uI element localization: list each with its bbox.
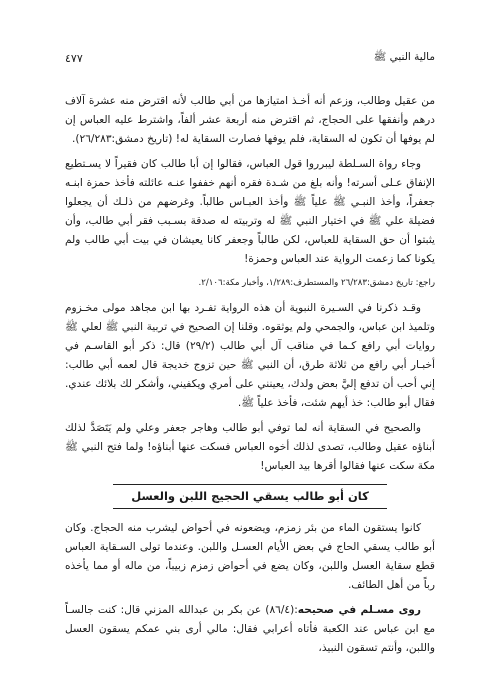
paragraph-zamzam-water: كانوا يستقون الماء من بئر زمزم، ويضعونه في أحواض ليشرب منه الحجاج. وكان أبو طالب يسقي الحاج في بعض الأيام العسـل واللبن. وعندما تولى السـقاية العباس قطع سقاية العسل واللبن، وكان يضع في أحواض زمزم زبيباً، من ماله أو مما يأخذه رباً من أهل الطائف. [65,522,435,591]
narration-text: :(٨٦/٤) عن بكر بن عبدالله المزني قال: كنت جالسـاً مع ابن عباس عند الكعبة فأتاه أعرابي فقال: مالي أرى بني عمكم يسقون العسل واللبن، وأنتم تسقون النبيذ، [65,604,435,654]
narration-lead: روى مسـلم في صحيحه [297,604,421,616]
section-heading: كان أبو طالب يسقي الحجيج اللبن والعسل [113,484,387,509]
paragraph-muslim-narration [65,601,435,658]
paragraph-correct-saqaya: والصحيح في السقاية أنه لما توفي أبو طالب وهاجر جعفر وعلي ولم يَتَصَدَّ لذلك أبناؤه عقيل وطالب، تصدى لذلك أخوه العباس فسكت عنها أبناؤه! ولما فتح النبي ﷺ مكة سكت عنها فقالوا أقرها بيد العباس! [65,422,435,472]
paragraph-sulta-narrators: وجاء رواة السـلطة ليبرروا قول العباس، فقالوا إن أبا طالب كان فقيراً لا يسـتطيع الإنفاق عـلى أسرته! وأنه بلغ من شـدة فقره أنهم خففوا عنـه عائلته فأخذ حمزة ابنـه جعفراً، وأخذ النبـي ﷺ علياً ﷺ وأخذ العبـاس طالباً. وغرضهم من ذلـك أن يجعلوا فضيلة علي ﷺ في اختيار النبي ﷺ له وتربيته له صدقة بسـبب فقر أبي طالب، وأن يثبتوا أن حق السقاية للعباس، لكن طالباً وجعفر كانا يعيشان في بيت أبي طالب ولم يكونا كما زعمت الرواية عند العباس وحمزة! [65,158,435,265]
page-number: ٤٧٧ [65,51,83,65]
paragraph-aqil-talib: من عقيل وطالب، وزعم أنه أخـذ امتيازها من أبي طالب لأنه اقترض منه عشرة آلاف درهم وأنفقها على الحجاج، ثم اقترض منه أربعة عشر ألفاً، واشترط عليه العباس إن لم يوفها أن تكون له السقاية، فلم يوفها فصارت السقاية له! (تاريخ دمشق:٢٦/٢٨٣). [65,95,435,145]
section-heading-wrap [65,484,435,509]
reference-note: راجع: تاريخ دمشق:٢٦/٢٨٣ والمستطرف:١/٢٨٩، وأخبار مكة:٢/١٠٦. [198,278,435,288]
paragraph-prophetic-biography: وقـد ذكرنا في السـيرة النبوية أن هذه الرواية تفـرد بها ابن مجاهد مولى مخـزوم وتلميذ ابن عباس، والجمحي ولم يوثقوه. وقلنا إن الصحيح في تربية النبي ﷺ لعلي ﷺ روايات أبي رافع كـما في مناقب آل أبي طالب (٢٩/٢) قال: ذكر أبو القاسـم في أخبـار أبي رافع من ثلاثة طرق، أن النبي ﷺ حين تزوج خديجة قال لعمه أبي طالب: إني أحب أن تدفع إليَّ بعض ولدك، يعينني على أمري ويكفيني، وأشكر لك بلائك عندي. فقال أبو طالب: خذ أيهم شئت، فأخذ علياً ﷺ. [65,302,435,409]
running-header [65,50,435,66]
running-title: مالية النبي ﷺ [373,50,435,63]
page-body [65,92,435,664]
